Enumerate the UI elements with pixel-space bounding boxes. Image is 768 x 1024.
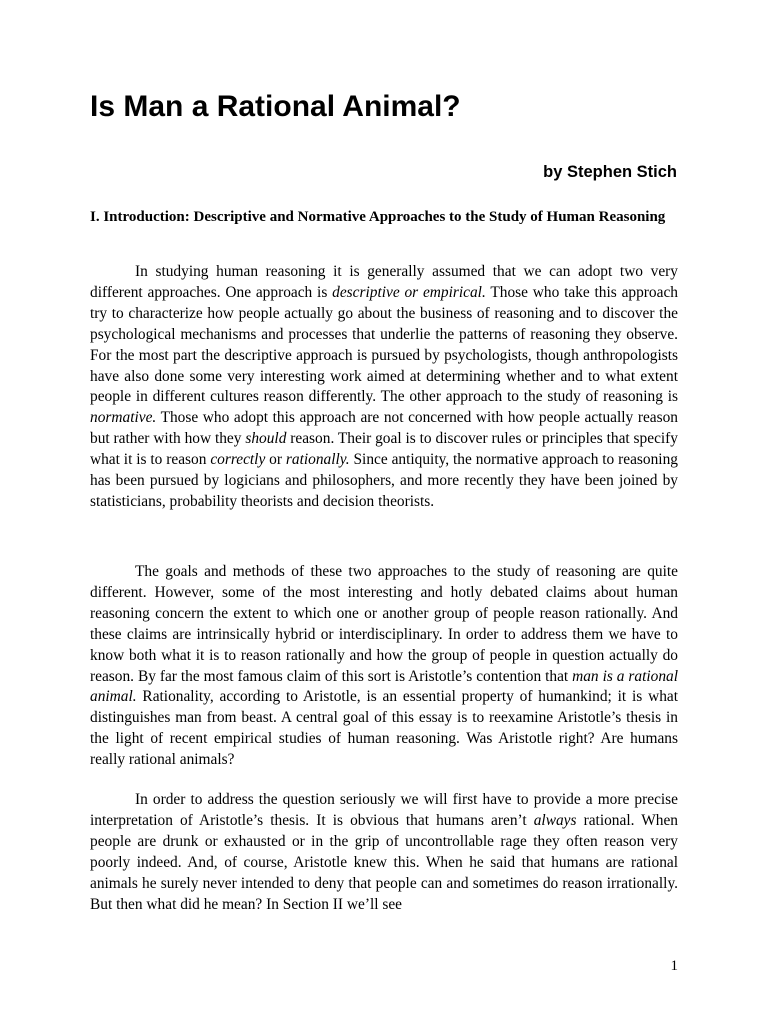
text-run: In order to address the question seriously we will first have to provide a more precise interpretation of Aristotle’s thesis. It is obvious that humans aren’t bbox=[90, 791, 678, 829]
emphasis-text: descriptive or empirical. bbox=[332, 283, 486, 301]
text-run: Those who take this approach try to characterize how people actually go about the business of reasoning and to discover the psychological mechanisms and processes that underlie the patterns of reasoning they observe. For the most part the descriptive approach is pursued by psychologists, though anthropologists have also done some very interesting work aimed at determining whether and to what extent people in different cultures reason differently. The other approach to the study of reasoning is bbox=[90, 283, 678, 406]
page-title: Is Man a Rational Animal? bbox=[90, 90, 461, 123]
emphasis-text: man is a rational animal. bbox=[90, 667, 678, 706]
paragraph-text bbox=[90, 262, 678, 513]
emphasis-text: should bbox=[245, 430, 287, 448]
paragraph-text bbox=[90, 562, 678, 771]
text-run: rational. When people are drunk or exhausted or in the grip of uncontrollable rage they often reason very poorly indeed. And, of course, Aristotle knew this. When he said that humans are rational animals he surely never intended to deny that people can and sometimes do reason irrationally. But then what did he mean? In Section II we’ll see bbox=[90, 811, 678, 913]
paragraph-text bbox=[90, 790, 678, 915]
paragraph-3 bbox=[90, 790, 678, 936]
text-run: reason. Their goal is to discover rules or principles that specify what it is to reason bbox=[90, 430, 679, 469]
text-run: Rationality, according to Aristotle, is an essential property of humankind; it is what distinguishes man from beast. A central goal of this essay is to reexamine Aristotle’s thesis in the light of recent empirical studies of human reasoning. Was Aristotle right? Are humans really rational animals? bbox=[90, 688, 678, 769]
text-run: or bbox=[265, 451, 286, 469]
text-run: In studying human reasoning it is generally assumed that we can adopt two very different approaches. One approach is bbox=[90, 263, 678, 301]
text-run: Those who adopt this approach are not concerned with how people actually reason but rather with how they bbox=[90, 409, 678, 448]
author-byline: by Stephen Stich bbox=[543, 163, 677, 181]
emphasis-text: correctly bbox=[210, 451, 266, 469]
paragraph-2 bbox=[90, 562, 678, 792]
emphasis-text: always bbox=[533, 811, 577, 829]
emphasis-text: rationally. bbox=[285, 451, 350, 469]
section-heading: I. Introduction: Descriptive and Normative Approaches to the Study of Human Reasoning bbox=[90, 209, 666, 225]
text-run: Since antiquity, the normative approach to reasoning has been pursued by logicians and philosophers, and more recently they have been joined by statisticians, probability theorists and decision theorists. bbox=[90, 451, 678, 510]
emphasis-text: normative. bbox=[90, 409, 157, 427]
text-run: The goals and methods of these two approaches to the study of reasoning are quite different. However, some of the most interesting and hotly debated claims about human reasoning concern the extent to which one or another group of people reason rationally. And these claims are intrinsically hybrid or interdisciplinary. In order to address them we have to know both what it is to reason rationally and how the group of people in question actually do reason. By far the most famous claim of this sort is Aristotle’s contention that bbox=[90, 563, 678, 685]
paragraph-1 bbox=[90, 262, 678, 534]
page-number: 1 bbox=[670, 958, 678, 974]
